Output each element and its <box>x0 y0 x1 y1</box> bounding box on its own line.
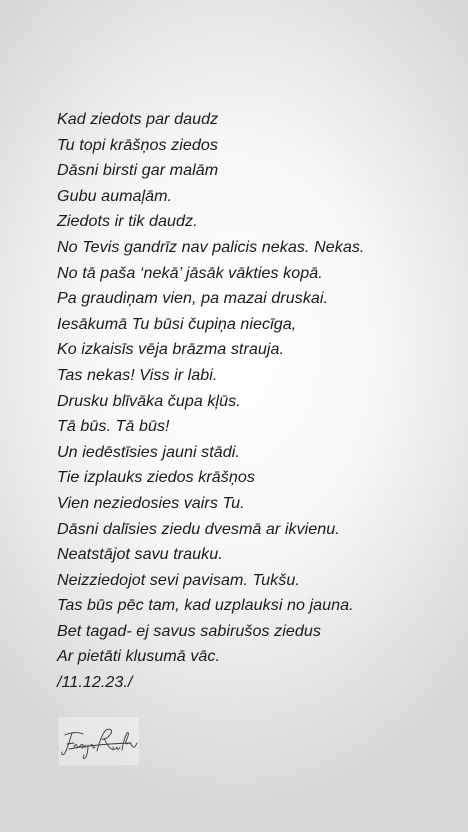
poem-line: No Tevis gandrīz nav palicis nekas. Nekas. <box>57 237 365 256</box>
poem-line: Tas būs pēc tam, kad uzplauksi no jauna. <box>57 596 354 615</box>
poem-line: Gubu aumaļām. <box>57 186 173 205</box>
poem-line: No tā paša ‘nekā’ jāsāk vākties kopā. <box>57 263 323 282</box>
handwritten-signature <box>58 716 140 766</box>
poem-line: Tu topi krāšņos ziedos <box>57 135 218 154</box>
signature-scribble-icon <box>59 717 139 765</box>
poem-line: Bet tagad- ej savus sabirušos ziedus <box>57 621 321 640</box>
poem-line: Ar pietāti klusumā vāc. <box>57 647 221 666</box>
poem-line: Dāsni dalīsies ziedu dvesmā ar ikvienu. <box>57 519 340 538</box>
poem-line: Ko izkaisīs vēja brāzma strauja. <box>57 340 284 359</box>
poem-line: Tas nekas! Viss ir labi. <box>57 365 218 384</box>
poem <box>57 107 447 696</box>
poem-line: Un iedēstīsies jauni stādi. <box>57 442 240 461</box>
poem-line: Neizziedojot sevi pavisam. Tukšu. <box>57 570 300 589</box>
poem-line: Tā būs. Tā būs! <box>57 417 170 436</box>
poem-line: Drusku blīvāka čupa kļūs. <box>57 391 241 410</box>
poem-line: Dāsni birsti gar malām <box>57 161 219 180</box>
poem-line: Neatstājot savu trauku. <box>57 545 223 564</box>
poem-line: Vien neziedosies vairs Tu. <box>57 493 245 512</box>
poem-line: Pa graudiņam vien, pa mazai druskai. <box>57 289 329 308</box>
poem-line: Ziedots ir tik daudz. <box>57 212 198 231</box>
poem-line: Kad ziedots par daudz <box>57 110 219 128</box>
poem-line: /11.12.23./ <box>57 673 133 692</box>
poem-line: Tie izplauks ziedos krāšņos <box>57 468 255 487</box>
poem-line: Iesākumā Tu būsi čupiņa niecīga, <box>57 314 297 333</box>
